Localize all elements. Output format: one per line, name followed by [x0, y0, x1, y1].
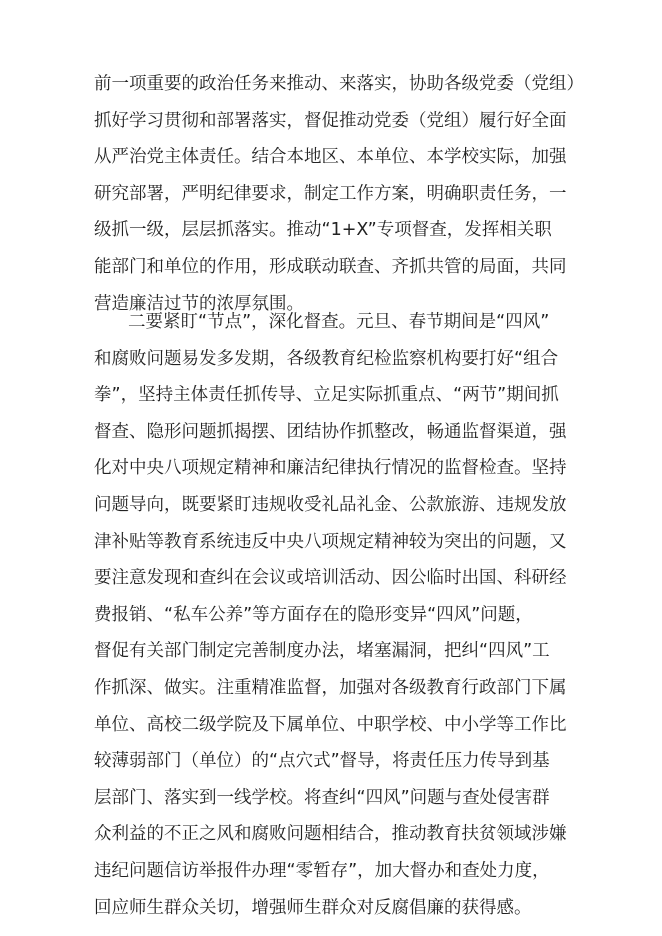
paragraph-line: 督查、隐形问题抓揭摆、团结协作抓整改，畅通监督渠道，强 — [94, 421, 567, 442]
paragraph-line: 要注意发现和查纠在会议或培训活动、因公临时出国、科研经 — [94, 568, 567, 589]
paragraph-line: 从严治党主体责任。结合本地区、本单位、本学校实际，加强 — [94, 147, 567, 168]
paragraph-line: 费报销、“私车公养”等方面存在的隐形变异“四风”问题， — [94, 604, 533, 625]
paragraph-line: 层部门、落实到一线学校。将查纠“四风”问题与查处侵害群 — [94, 787, 550, 808]
paragraph-line: 营造廉洁过节的浓厚氛围。 — [94, 293, 304, 314]
paragraph-first-line: 二要紧盯“节点”，深化督查。元旦、春节期间是“四风” — [128, 312, 550, 332]
paragraph-line: 研究部署，严明纪律要求，制定工作方案，明确职责任务，一 — [94, 183, 567, 204]
paragraph-line: 和腐败问题易发多发期，各级教育纪检监察机构要打好“组合 — [94, 348, 559, 369]
paragraph-line: 督促有关部门制定完善制度办法，堵塞漏洞，把纠“四风”工 — [94, 641, 550, 662]
paragraph-line: 作抓深、做实。注重精准监督，加强对各级教育行政部门下属 — [94, 677, 567, 698]
paragraph-line: 回应师生群众关切，增强师生群众对反腐倡廉的获得感。 — [94, 897, 532, 918]
paragraph-line: 单位、高校二级学院及下属单位、中职学校、中小学等工作比 — [94, 714, 567, 735]
paragraph-line: 能部门和单位的作用，形成联动联查、齐抓共管的局面，共同 — [94, 256, 567, 277]
paragraph-line: 前一项重要的政治任务来推动、来落实，协助各级党委（党组） — [94, 74, 584, 94]
paragraph-line: 化对中央八项规定精神和廉洁纪律执行情况的监督检查。坚持 — [94, 458, 567, 479]
paragraph-line: 违纪问题信访举报件办理“零暂存”，加大督办和查处力度， — [94, 860, 550, 881]
paragraph-line: 拳”，坚持主体责任抓传导、立足实际抓重点、“两节”期间抓 — [94, 385, 559, 406]
paragraph-line: 众利益的不正之风和腐败问题相结合，推动教育扶贫领域涉嫌 — [94, 824, 567, 845]
paragraph-line: 级抓一级，层层抓落实。推动“1+X”专项督查，发挥相关职 — [94, 220, 552, 241]
paragraph-2 — [94, 304, 574, 926]
paragraph-1 — [94, 66, 584, 322]
paragraph-line: 较薄弱部门（单位）的“点穴式”督导，将责任压力传导到基 — [94, 751, 550, 772]
paragraph-line: 抓好学习贯彻和部署落实，督促推动党委（党组）履行好全面 — [94, 110, 567, 131]
paragraph-line: 问题导向，既要紧盯违规收受礼品礼金、公款旅游、违规发放 — [94, 494, 567, 515]
paragraph-line: 津补贴等教育系统违反中央八项规定精神较为突出的问题，又 — [94, 531, 567, 552]
